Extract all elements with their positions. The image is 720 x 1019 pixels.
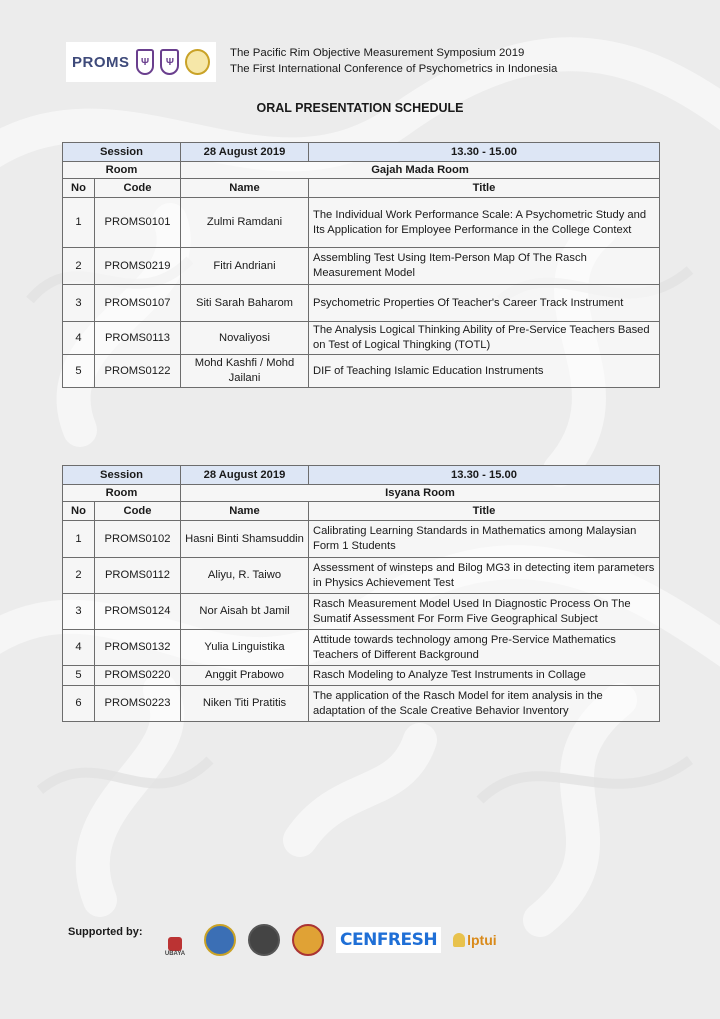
header-logos xyxy=(66,42,216,82)
sponsor-seal-orange-icon xyxy=(292,924,324,956)
ubaya-logo-text: UBAYA xyxy=(164,951,186,957)
row-no: 1 xyxy=(63,198,95,248)
table-row xyxy=(63,594,660,630)
row-code: PROMS0122 xyxy=(95,355,181,388)
sponsor-seal-icon xyxy=(204,924,236,956)
table-row xyxy=(63,248,660,285)
table-row xyxy=(63,558,660,594)
row-code: PROMS0102 xyxy=(95,521,181,558)
ubaya-emblem-icon xyxy=(168,937,182,951)
schedule-table-gajah-mada xyxy=(62,142,660,388)
row-no: 3 xyxy=(63,285,95,322)
row-name: Siti Sarah Baharom xyxy=(181,285,309,322)
session-time: 13.30 - 15.00 xyxy=(309,143,660,162)
table-row xyxy=(63,686,660,722)
row-title: Calibrating Learning Standards in Mathematics among Malaysian Form 1 Students xyxy=(309,521,660,558)
row-name: Aliyu, R. Taiwo xyxy=(181,558,309,594)
faculty-logo-icon: Ψ xyxy=(160,49,179,75)
table-row xyxy=(63,355,660,388)
row-code: PROMS0124 xyxy=(95,594,181,630)
row-no: 3 xyxy=(63,594,95,630)
row-no: 2 xyxy=(63,558,95,594)
row-name: Hasni Binti Shamsuddin xyxy=(181,521,309,558)
row-title: Assembling Test Using Item-Person Map Of The Rasch Measurement Model xyxy=(309,248,660,285)
session-label: Session xyxy=(63,143,181,162)
sponsor-seal-dark-icon xyxy=(248,924,280,956)
header-line-2: The First International Conference of Psychometrics in Indonesia xyxy=(230,63,558,75)
session-row xyxy=(63,466,660,485)
row-no: 4 xyxy=(63,322,95,355)
row-no: 4 xyxy=(63,630,95,666)
row-name: Niken Titi Pratitis xyxy=(181,686,309,722)
session-label: Session xyxy=(63,466,181,485)
row-title: Rasch Measurement Model Used In Diagnostic Process On The Sumatif Assessment For Form Five Geographical Subject xyxy=(309,594,660,630)
row-no: 5 xyxy=(63,355,95,388)
sponsor-logos xyxy=(158,922,497,958)
row-code: PROMS0107 xyxy=(95,285,181,322)
col-name: Name xyxy=(181,502,309,521)
session-date: 28 August 2019 xyxy=(181,466,309,485)
university-seal-icon xyxy=(185,49,210,75)
schedule-table-isyana xyxy=(62,465,660,722)
table-row xyxy=(63,521,660,558)
row-name: Anggit Prabowo xyxy=(181,666,309,686)
session-date: 28 August 2019 xyxy=(181,143,309,162)
row-code: PROMS0220 xyxy=(95,666,181,686)
row-code: PROMS0132 xyxy=(95,630,181,666)
session-time: 13.30 - 15.00 xyxy=(309,466,660,485)
lptui-emblem-icon xyxy=(453,933,465,947)
col-no: No xyxy=(63,179,95,198)
cenfresh-logo: CENFRESH xyxy=(336,927,441,953)
row-no: 1 xyxy=(63,521,95,558)
row-name: Zulmi Ramdani xyxy=(181,198,309,248)
room-label: Room xyxy=(63,162,181,179)
row-title: Psychometric Properties Of Teacher's Career Track Instrument xyxy=(309,285,660,322)
header-line-1: The Pacific Rim Objective Measurement Symposium 2019 xyxy=(230,47,525,59)
row-title: Assessment of winsteps and Bilog MG3 in detecting item parameters in Physics Achievement Test xyxy=(309,558,660,594)
row-no: 2 xyxy=(63,248,95,285)
table-row xyxy=(63,322,660,355)
room-row xyxy=(63,162,660,179)
row-name: Mohd Kashfi / Mohd Jailani xyxy=(181,355,309,388)
proms-logo: PROMS xyxy=(72,53,130,71)
col-code: Code xyxy=(95,179,181,198)
col-no: No xyxy=(63,502,95,521)
row-title: The Analysis Logical Thinking Ability of Pre-Service Teachers Based on Test of Logical Thingking (TOTL) xyxy=(309,322,660,355)
table-row xyxy=(63,666,660,686)
col-code: Code xyxy=(95,502,181,521)
lptui-logo xyxy=(453,932,497,948)
room-name: Isyana Room xyxy=(181,485,660,502)
row-name: Yulia Linguistika xyxy=(181,630,309,666)
col-title: Title xyxy=(309,502,660,521)
col-title: Title xyxy=(309,179,660,198)
header-text xyxy=(230,45,557,77)
row-no: 5 xyxy=(63,666,95,686)
row-code: PROMS0113 xyxy=(95,322,181,355)
table-row xyxy=(63,285,660,322)
supported-by-label: Supported by: xyxy=(68,926,143,938)
row-name: Nor Aisah bt Jamil xyxy=(181,594,309,630)
row-code: PROMS0223 xyxy=(95,686,181,722)
row-code: PROMS0112 xyxy=(95,558,181,594)
row-title: The application of the Rasch Model for item analysis in the adaptation of the Scale Creative Behavior Inventory xyxy=(309,686,660,722)
row-name: Novaliyosi xyxy=(181,322,309,355)
column-headers xyxy=(63,179,660,198)
room-row xyxy=(63,485,660,502)
room-label: Room xyxy=(63,485,181,502)
col-name: Name xyxy=(181,179,309,198)
psychology-logo-icon: Ψ xyxy=(136,49,155,75)
row-no: 6 xyxy=(63,686,95,722)
table-row xyxy=(63,198,660,248)
table-row xyxy=(63,630,660,666)
session-row xyxy=(63,143,660,162)
row-name: Fitri Andriani xyxy=(181,248,309,285)
row-title: DIF of Teaching Islamic Education Instruments xyxy=(309,355,660,388)
row-code: PROMS0101 xyxy=(95,198,181,248)
row-title: The Individual Work Performance Scale: A Psychometric Study and Its Application for Employee Performance in the College Context xyxy=(309,198,660,248)
lptui-logo-text: lptui xyxy=(467,932,497,948)
room-name: Gajah Mada Room xyxy=(181,162,660,179)
row-code: PROMS0219 xyxy=(95,248,181,285)
ubaya-logo xyxy=(158,923,192,957)
row-title: Attitude towards technology among Pre-Service Mathematics Teachers of Different Background xyxy=(309,630,660,666)
page-title: ORAL PRESENTATION SCHEDULE xyxy=(256,101,464,115)
column-headers xyxy=(63,502,660,521)
row-title: Rasch Modeling to Analyze Test Instruments in Collage xyxy=(309,666,660,686)
